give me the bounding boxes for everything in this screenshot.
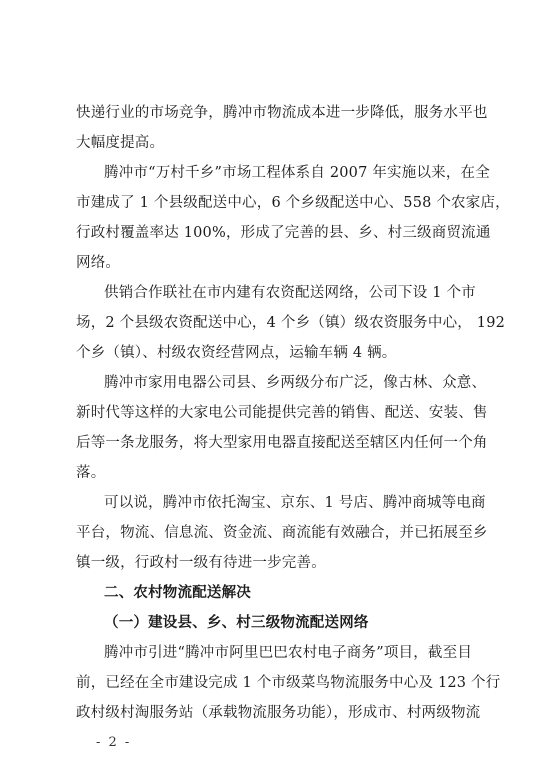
paragraph-start-line: 腾冲市家用电器公司县、乡两级分布广泛，像古林、众意、 xyxy=(104,375,487,391)
body-line: 前，已经在全市建设完成 1 个市级菜鸟物流服务中心及 123 个行 xyxy=(76,675,501,691)
body-line: 个乡（镇）、村级农资经营网点，运输车辆 4 辆。 xyxy=(76,345,397,361)
body-line: 平台，物流、信息流、资金流、商流能有效融合，并已拓展至乡 xyxy=(76,525,488,541)
body-line: 市建成了 1 个县级配送中心，6 个乡级配送中心、558 个农家店， xyxy=(76,195,510,211)
paragraph-start-line: 供销合作联社在市内建有农资配送网络，公司下设 1 个市 xyxy=(104,285,476,301)
body-line: 场，2 个县级农资配送中心，4 个乡（镇）级农资服务中心， 192 xyxy=(76,315,506,331)
body-line: 后等一条龙服务，将大型家用电器直接配送至辖区内任何一个角 xyxy=(76,435,488,451)
body-line: 政村级村淘服务站（承载物流服务功能），形成市、村两级物流 xyxy=(76,705,481,721)
page-number: - 2 - xyxy=(96,735,132,750)
section-heading: 二、农村物流配送解决 xyxy=(104,585,251,601)
body-line: 新时代等这样的大家电公司能提供完善的销售、配送、安装、售 xyxy=(76,405,488,421)
body-line-1: 快递行业的市场竞争，腾冲市物流成本进一步降低，服务水平也 xyxy=(76,105,488,121)
subsection-heading: （一）建设县、乡、村三级物流配送网络 xyxy=(104,614,369,631)
paragraph-start-line: 腾冲市引进“腾冲市阿里巴巴农村电子商务”项目，截至目 xyxy=(104,645,473,661)
body-line: 镇一级，行政村一级有待进一步完善。 xyxy=(76,555,326,571)
paragraph-start-line: 腾冲市“万村千乡”市场工程体系自 2007 年实施以来，在全 xyxy=(104,165,490,181)
body-line: 落。 xyxy=(76,465,106,481)
body-line: 网络。 xyxy=(76,255,121,271)
paragraph-start-line: 可以说，腾冲市依托淘宝、京东、1 号店、腾冲商城等电商 xyxy=(104,495,486,511)
body-line: 行政村覆盖率达 100%，形成了完善的县、乡、村三级商贸流通 xyxy=(76,225,491,241)
body-line-2: 大幅度提高。 xyxy=(76,135,165,151)
